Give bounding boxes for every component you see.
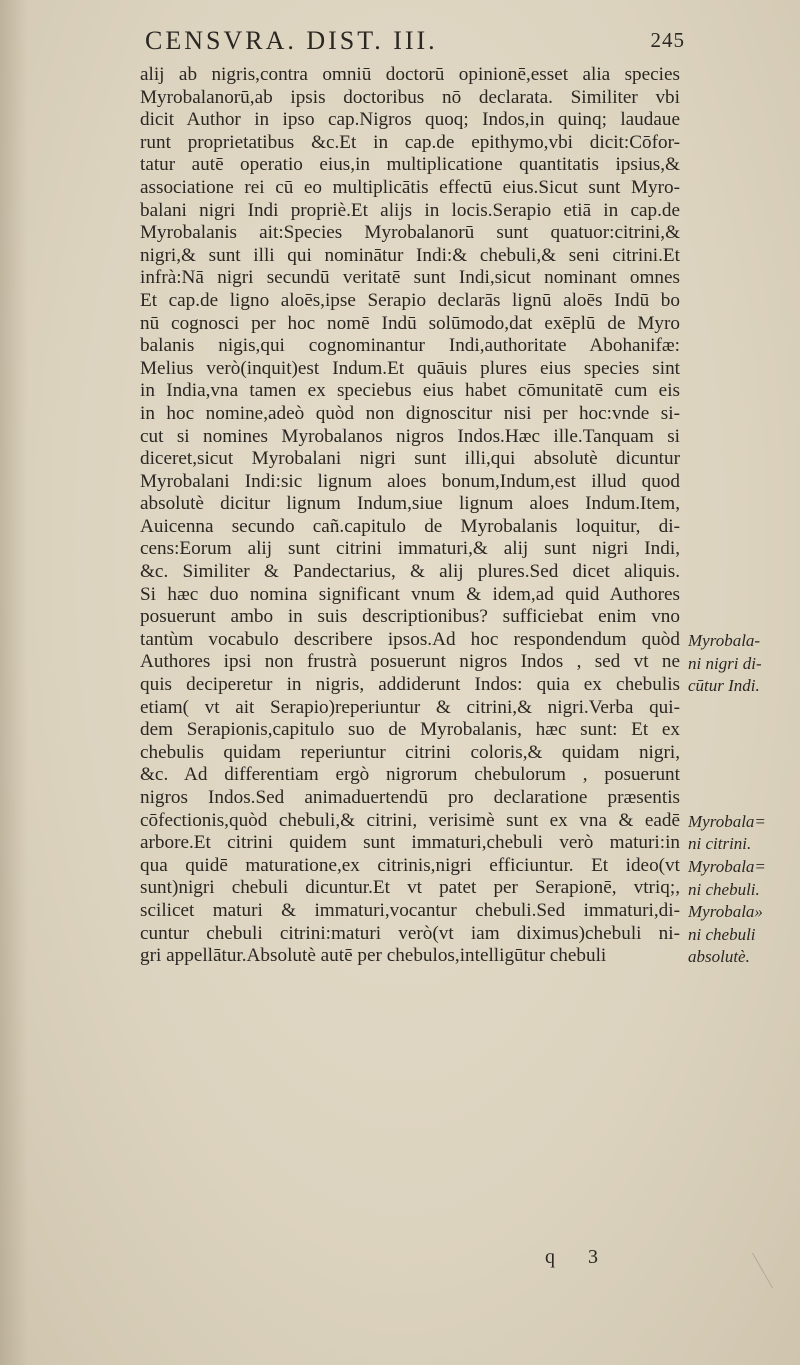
text-line: nigros Indos.Sed animaduertendū pro declaratione præsentis [140,787,680,808]
text-line: quis deciperetur in nigris, addiderunt Indos: quia ex chebulis [140,674,680,696]
text-line: infrà:Nā nigri secundū veritatē sunt Indi,sicut nominant omnes [140,267,680,289]
text-line: Auicenna secundo cañ.capitulo de Myrobalanis loquitur, di- [140,515,680,537]
body-text [140,64,680,968]
text-line: in India,vna tamen ex speciebus eius habet cōmunitatē cum eis [140,380,680,402]
text-line: tantùm vocabulo describere ipsos.Ad hoc respondendum quòd [140,628,680,650]
margin-note: ni chebuli [688,924,756,944]
running-header [145,26,685,62]
text-line: balanis nigis,qui cognominantur Indi,authoritate Abohanifæ: [140,335,680,357]
text-line: Melius verò(inquit)est Indum.Et quāuis plures eius species sint [140,357,680,379]
running-title: CENSVRA. DIST. III. [145,26,438,55]
margin-note: cūtur Indi. [688,676,760,696]
margin-note: Myrobala= [688,857,766,876]
text-line: qua quidē maturatione,ex citrinis,nigri efficiuntur. Et ideo(vt [140,854,680,876]
text-line: Myrobalanorū,ab ipsis doctoribus nō declarata. Similiter vbi [140,86,680,108]
text-line: runt proprietatibus &c.Et in cap.de epithymo,vbi dicit:Cōfor- [140,131,680,153]
text-line: diceret,sicut Myrobalani nigri sunt illi,qui absolutè dicuntur [140,448,680,470]
gutter-shadow [0,0,28,1365]
text-line: cuntur chebuli citrini:maturi verò(vt iam diximus)chebuli ni- [140,922,680,944]
margin-note: absolutè. [688,947,750,967]
margin-note: ni chebuli. [688,879,760,899]
margin-note: Myrobala= [688,811,766,831]
text-line: chebulis quidam reperiuntur citrini coloris,& quidam nigri, [140,741,680,763]
text-line: gri appellātur.Absolutè autē per chebulos,intelligūtur chebuli [140,945,607,967]
text-line: in hoc nomine,adeò quòd non dignoscitur nisi per hoc:vnde si- [140,402,680,424]
margin-note: Myrobala» [688,902,763,922]
text-line: &c. Ad differentiam ergò nigrorum chebulorum , posuerunt [140,764,680,786]
text-line: Et cap.de ligno aloēs,ipse Serapio declarās lignū aloēs Indū bo [140,289,680,311]
text-line: scilicet maturi & immaturi,vocantur chebuli.Sed immaturi,di- [140,899,680,921]
text-line: cens:Eorum alij sunt citrini immaturi,& alij sunt nigri Indi, [140,538,680,560]
text-line: nigri,& sunt illi qui nominātur Indi:& chebuli,& seni citrini.Et [140,244,680,266]
margin-note: ni nigri di- [688,653,762,673]
text-line: arbore.Et citrini quidem sunt immaturi,chebuli verò maturi:in [140,832,680,854]
text-line: Myrobalanis ait:Species Myrobalanorū sunt quatuor:citrini,& [140,222,680,244]
text-line: cōfectionis,quòd chebuli,& citrini, verisimè sunt ex vna & eadē [140,809,680,831]
text-line: tatur autē operatio eius,in multiplicatione quantitatis ipsius,& [140,154,680,176]
text-line: nū cognosci per hoc nomē Indū solūmodo,dat exēplū de Myro [140,312,680,334]
margin-note: ni citrini. [688,834,752,854]
text-line: Authores ipsi non frustrà posuerunt nigros Indos , sed vt ne [140,651,680,673]
text-line: sunt)nigri chebuli dicuntur.Et vt patet per Serapionē, vtriq;, [140,877,680,899]
text-line: Si hæc duo nomina significant vnum & idem,ad quid Authores [140,583,680,605]
page-fold-mark [726,1253,773,1303]
text-line: cut si nomines Myrobalanos nigros Indos.Hæc ille.Tanquam si [140,425,680,447]
text-line: dicit Author in ipso cap.Nigros quoq; Indos,in quinq; laudaue [140,109,680,131]
text-line: alij ab nigris,contra omniū doctorū opinionē,esset alia species [140,64,680,85]
page-number: 245 [650,28,685,52]
text-line: etiam( vt ait Serapio)reperiuntur & citrini,& nigri.Verba qui- [140,696,680,718]
text-line: Myrobalani Indi:sic lignum aloes bonum,Indum,est illud quod [140,470,680,492]
text-line: absolutè dicitur lignum Indum,siue lignum aloes Indum.Item, [140,493,680,515]
text-line: &c. Similiter & Pandectarius, & alij plures.Sed dicet aliquis. [140,561,680,583]
text-line: posuerunt ambo in suis descriptionibus? sufficiebat enim vno [140,606,680,628]
text-line: dem Serapionis,capitulo suo de Myrobalanis, hæc sunt: Et ex [140,719,680,741]
margin-note: Myrobala- [688,631,761,650]
signature-mark: q 3 [545,1246,612,1268]
text-line: balani nigri Indi propriè.Et alijs in locis.Serapio etiā in cap.de [140,199,680,221]
text-line: associatione rei cū eo multiplicātis effectū eius.Sicut sunt Myro- [140,176,680,198]
